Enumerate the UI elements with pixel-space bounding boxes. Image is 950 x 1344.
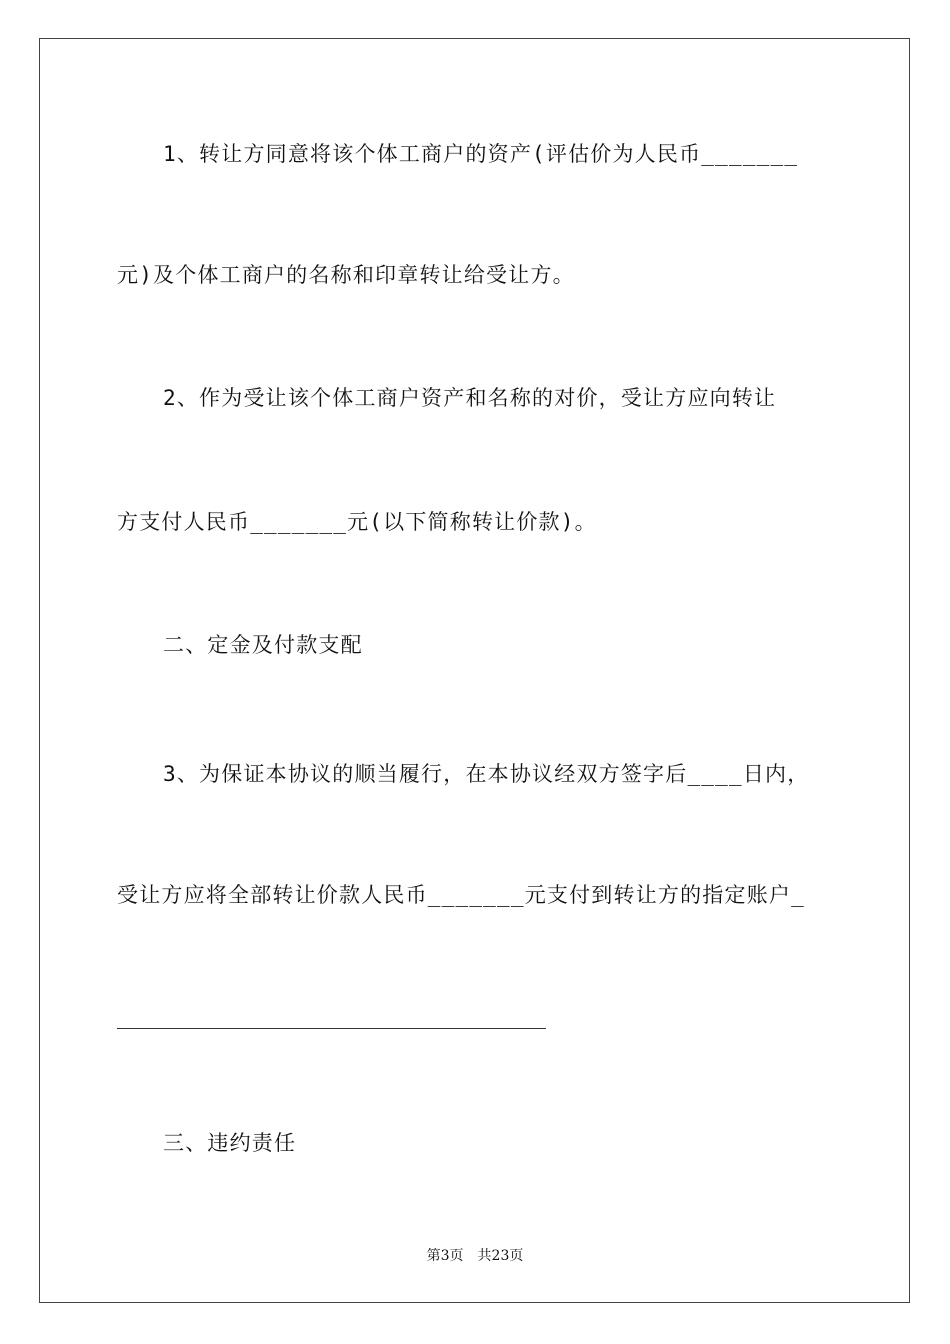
page-footer: [0, 1246, 950, 1266]
account-blank-underline: [117, 1028, 546, 1029]
clause-1-line-2: 元)及个体工商户的名称和印章转让给受让方。: [117, 263, 575, 287]
page-frame: [39, 38, 910, 1303]
section-heading-deposit-payment: 二、定金及付款支配: [163, 633, 363, 657]
page-number: 第3页: [426, 1248, 464, 1264]
clause-3-line-2: 受让方应将全部转让价款人民币_______元支付到转让方的指定账户_: [117, 883, 805, 907]
clause-2-line-1: 2、作为受让该个体工商户资产和名称的对价，受让方应向转让: [163, 386, 777, 410]
clause-1-line-1: 1、转让方同意将该个体工商户的资产(评估价为人民币_______: [163, 142, 799, 166]
section-heading-breach-liability: 三、违约责任: [163, 1131, 297, 1155]
clause-3-line-1: 3、为保证本协议的顺当履行，在本协议经双方签字后____日内，: [163, 762, 810, 786]
total-pages: 共23页: [477, 1248, 524, 1264]
clause-2-line-2: 方支付人民币_______元(以下简称转让价款)。: [117, 510, 597, 534]
